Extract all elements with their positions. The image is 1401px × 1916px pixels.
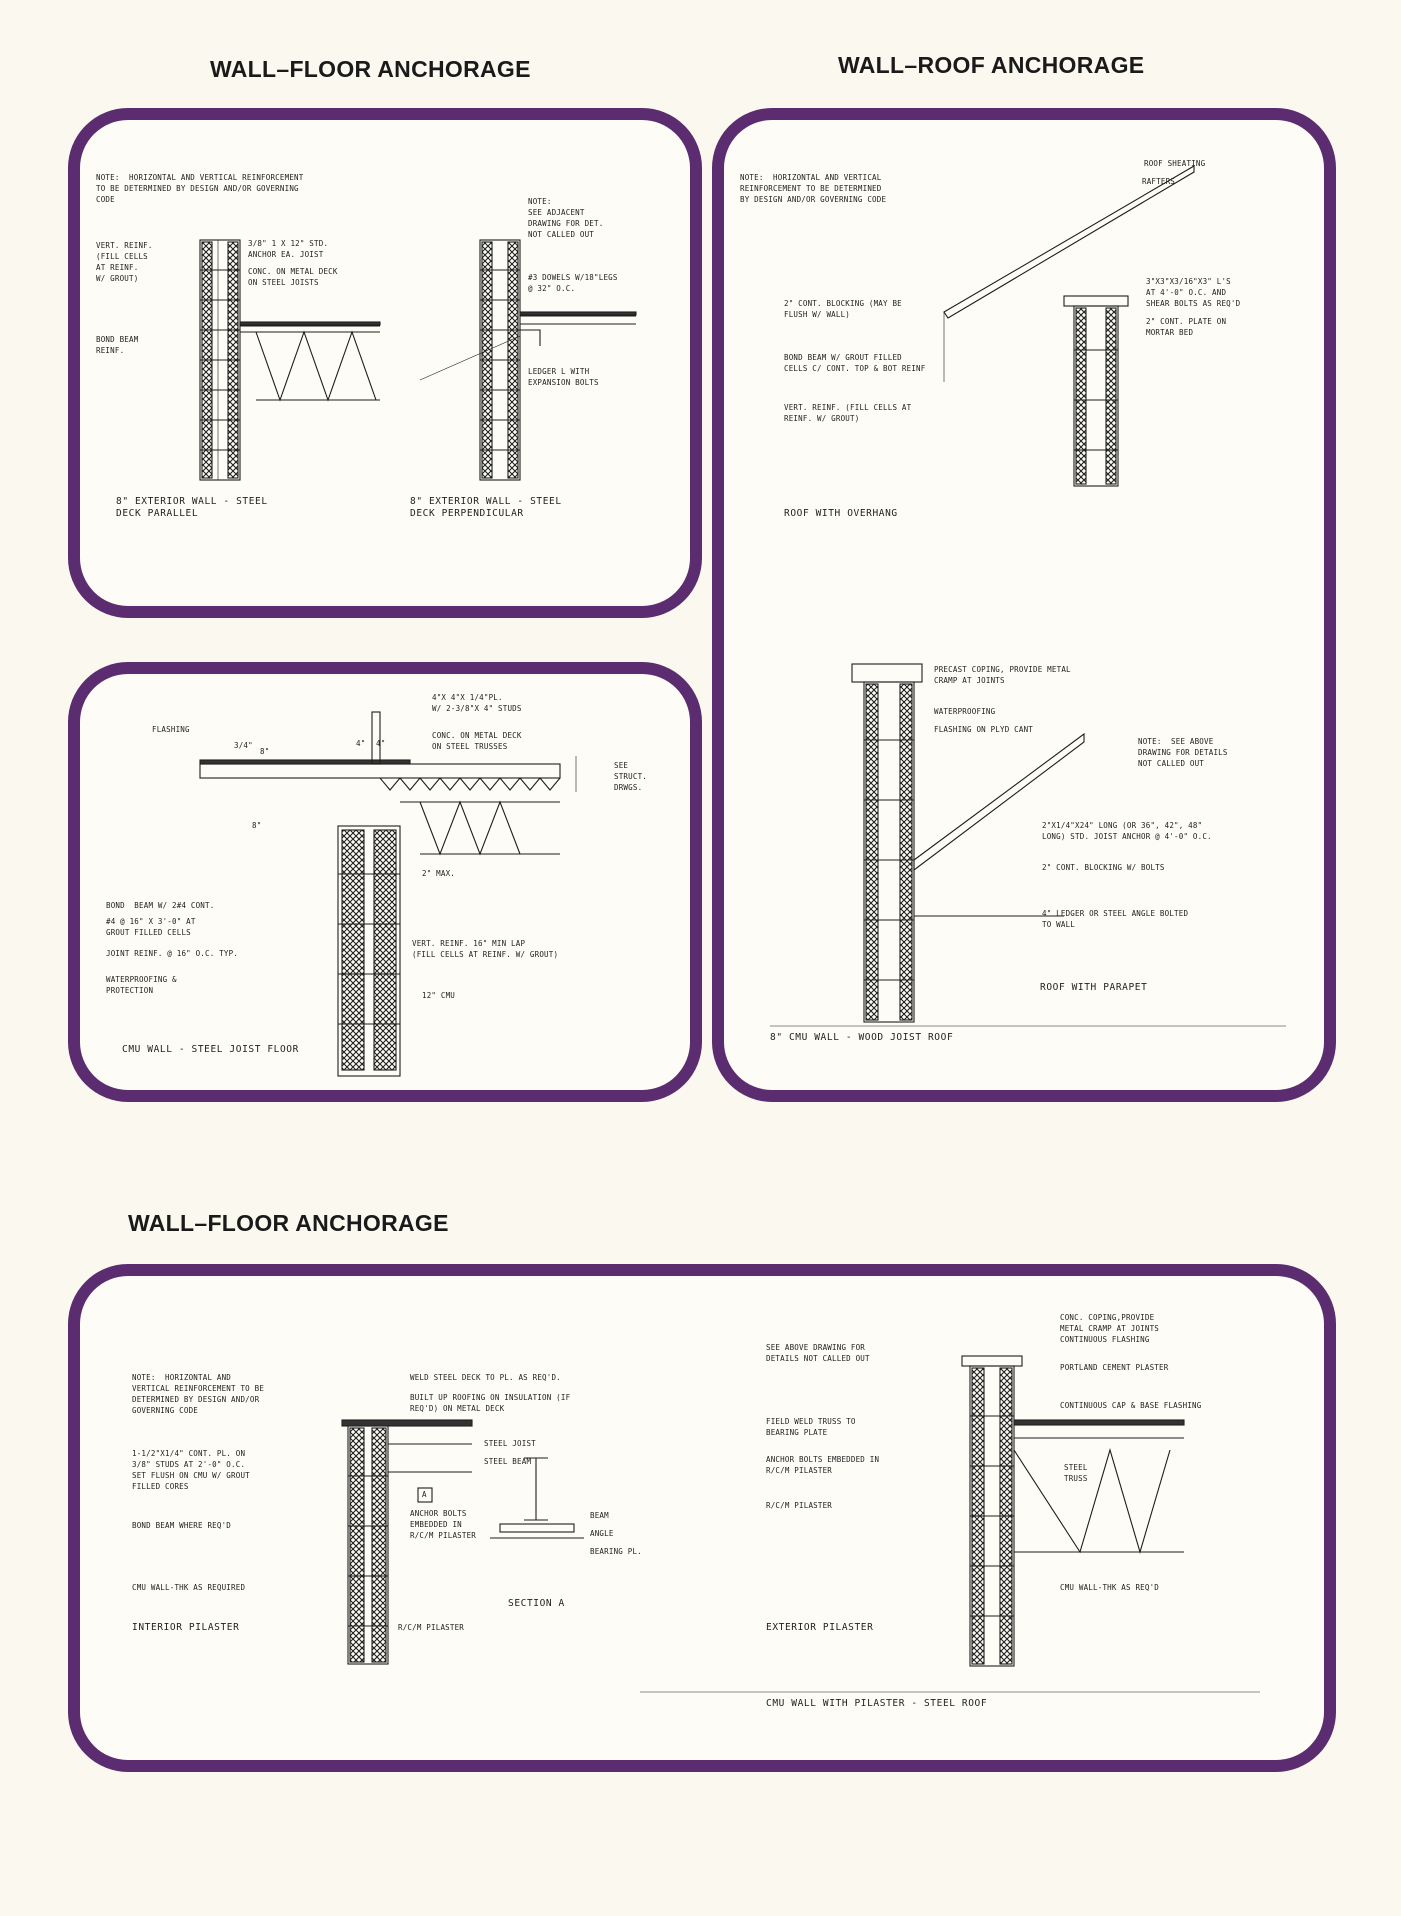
label-waterproofing: WATERPROOFING & PROTECTION (106, 975, 177, 995)
caption-roof-overhang: ROOF WITH OVERHANG (784, 508, 898, 519)
label-roofing: BUILT UP ROOFING ON INSULATION (IF REQ'D) ON METAL DECK (410, 1393, 571, 1413)
label-anchor-embedded: ANCHOR BOLTS EMBEDDED IN R/C/M PILASTER (766, 1455, 880, 1475)
dim-8-top: 8" (260, 747, 270, 756)
note-reinforcement: NOTE: HORIZONTAL AND VERTICAL REINFORCEMENT TO BE DETERMINED BY DESIGN AND/OR GOVERNING CODE (132, 1373, 265, 1415)
label-angles: 3"X3"X3/16"X3" L'S AT 4'-0" O.C. AND SHEAR BOLTS AS REQ'D (1146, 277, 1241, 308)
label-vert-reinf: VERT. REINF. (FILL CELLS AT REINF. W/ GROUT) (784, 403, 912, 423)
label-section-plate: BEARING PL. (590, 1547, 642, 1556)
label-steel-beam: STEEL BEAM (484, 1457, 532, 1466)
label-dowels: #3 DOWELS W/18"LEGS @ 32" O.C. (528, 273, 618, 293)
label-blocking-bolts: 2" CONT. BLOCKING W/ BOLTS (1042, 863, 1165, 872)
label-vert-reinf: VERT. REINF. 16" MIN LAP (FILL CELLS AT REINF. W/ GROUT) (412, 939, 559, 959)
caption-exterior-pilaster: EXTERIOR PILASTER (766, 1622, 874, 1633)
label-flashing: FLASHING (152, 725, 190, 734)
label-bond-beam: BOND BEAM REINF. (96, 335, 139, 355)
label-roof-sheating: ROOF SHEATING (1144, 159, 1206, 168)
label-plate: 2" CONT. PLATE ON MORTAR BED (1146, 317, 1227, 337)
label-bond-beam: BOND BEAM W/ 2#4 CONT. (106, 901, 215, 910)
panel-wall-floor-details (68, 108, 702, 618)
dim-3-4: 3/4" (234, 741, 253, 750)
label-ledger: 4" LEDGER OR STEEL ANGLE BOLTED TO WALL (1042, 909, 1189, 929)
pilaster-detail-drawing (80, 1276, 1348, 1784)
label-joist-anchor: 2"X1/4"X24" LONG (OR 36", 42", 48" LONG) STD. JOIST ANCHOR @ 4'-0" O.C. (1042, 821, 1212, 841)
heading-wall-floor-bottom: WALL–FLOOR ANCHORAGE (128, 1210, 449, 1236)
label-rcm-pilaster-ext: R/C/M PILASTER (766, 1501, 833, 1510)
caption-pilaster-steel-roof: CMU WALL WITH PILASTER - STEEL ROOF (766, 1698, 988, 1709)
dim-4-left: 4" (356, 739, 366, 748)
label-weld: WELD STEEL DECK TO PL. AS REQ'D. (410, 1373, 561, 1382)
caption-roof-parapet: ROOF WITH PARAPET (1040, 982, 1148, 993)
note-see-above: NOTE: SEE ABOVE DRAWING FOR DETAILS NOT CALLED OUT (1138, 737, 1228, 768)
label-ledger: LEDGER L WITH EXPANSION BOLTS (528, 367, 599, 387)
panel-cmu-steel-joist (68, 662, 702, 1102)
label-see-struct: SEE STRUCT. DRWGS. (614, 761, 648, 792)
panel-wall-roof-details (712, 108, 1336, 1102)
label-bar: #4 @ 16" X 3'-0" AT GROUT FILLED CELLS (106, 917, 196, 937)
label-plate: 4"X 4"X 1/4"PL. W/ 2-3/8"X 4" STUDS (432, 693, 522, 713)
dim-4-right: 4" (376, 739, 386, 748)
label-waterproofing: WATERPROOFING (934, 707, 996, 716)
caption-interior-pilaster: INTERIOR PILASTER (132, 1622, 240, 1633)
note-see-adjacent: NOTE: SEE ADJACENT DRAWING FOR DET. NOT CALLED OUT (528, 197, 604, 239)
label-vert-reinf: VERT. REINF. (FILL CELLS AT REINF. W/ GROUT) (96, 241, 153, 283)
caption-steel-joist-floor: CMU WALL - STEEL JOIST FLOOR (122, 1044, 299, 1055)
heading-wall-roof-top: WALL–ROOF ANCHORAGE (838, 52, 1145, 78)
label-conc-deck: CONC. ON METAL DECK ON STEEL TRUSSES (432, 731, 522, 751)
label-cap-flashing: CONTINUOUS CAP & BASE FLASHING (1060, 1401, 1202, 1410)
label-section-marker: A (422, 1490, 427, 1499)
label-plaster: PORTLAND CEMENT PLASTER (1060, 1363, 1169, 1372)
label-bond-beam: BOND BEAM W/ GROUT FILLED CELLS C/ CONT. TOP & BOT REINF (784, 353, 926, 373)
caption-deck-perpendicular: 8" EXTERIOR WALL - STEEL DECK PERPENDICULAR (410, 496, 562, 519)
label-anchor: 3/8" 1 X 12" STD. ANCHOR EA. JOIST (248, 239, 329, 259)
dim-8-side: 8" (252, 821, 262, 830)
label-bond-beam: BOND BEAM WHERE REQ'D (132, 1521, 232, 1530)
panel-pilaster-details (68, 1264, 1336, 1772)
label-coping: PRECAST COPING, PROVIDE METAL CRAMP AT JOINTS (934, 665, 1071, 685)
label-conc-deck: CONC. ON METAL DECK ON STEEL JOISTS (248, 267, 338, 287)
label-coping: CONC. COPING,PROVIDE METAL CRAMP AT JOINTS CONTINUOUS FLASHING (1060, 1313, 1160, 1344)
label-cmu-wall-ext: CMU WALL-THK AS REQ'D (1060, 1583, 1160, 1592)
note-reinforcement: NOTE: HORIZONTAL AND VERTICAL REINFORCEMENT TO BE DETERMINED BY DESIGN AND/OR GOVERNING CODE (740, 173, 887, 204)
label-section-beam: BEAM (590, 1511, 609, 1520)
label-flashing-cant: FLASHING ON PLYD CANT (934, 725, 1034, 734)
wall-roof-detail-drawing (724, 120, 1348, 1114)
label-rafters: RAFTERS (1142, 177, 1176, 186)
label-rcm-pilaster: R/C/M PILASTER (398, 1623, 465, 1632)
caption-section-a: SECTION A (508, 1598, 565, 1609)
label-section-angle: ANGLE (590, 1529, 614, 1538)
label-steel-joist: STEEL JOIST (484, 1439, 536, 1448)
label-steel-truss: STEEL TRUSS (1064, 1463, 1088, 1483)
note-see-above: SEE ABOVE DRAWING FOR DETAILS NOT CALLED OUT (766, 1343, 870, 1363)
label-cmu-wall: CMU WALL-THK AS REQUIRED (132, 1583, 246, 1592)
label-joint-reinf: JOINT REINF. @ 16" O.C. TYP. (106, 949, 239, 958)
label-field-weld: FIELD WELD TRUSS TO BEARING PLATE (766, 1417, 856, 1437)
note-reinforcement: NOTE: HORIZONTAL AND VERTICAL REINFORCEMENT TO BE DETERMINED BY DESIGN AND/OR GOVERNING CODE (96, 173, 304, 204)
label-blocking: 2" CONT. BLOCKING (MAY BE FLUSH W/ WALL) (784, 299, 902, 319)
caption-deck-parallel: 8" EXTERIOR WALL - STEEL DECK PARALLEL (116, 496, 268, 519)
caption-wood-joist-roof: 8" CMU WALL - WOOD JOIST ROOF (770, 1032, 954, 1043)
heading-wall-floor-top: WALL–FLOOR ANCHORAGE (210, 56, 531, 82)
label-cmu: 12" CMU (422, 991, 456, 1000)
label-cont-plate: 1-1/2"X1/4" CONT. PL. ON 3/8" STUDS AT 2'-0" O.C. SET FLUSH ON CMU W/ GROUT FILLED CORES (132, 1449, 250, 1491)
label-anchor-bolts: ANCHOR BOLTS EMBEDDED IN R/C/M PILASTER (410, 1509, 477, 1540)
label-max: 2" MAX. (422, 869, 456, 878)
